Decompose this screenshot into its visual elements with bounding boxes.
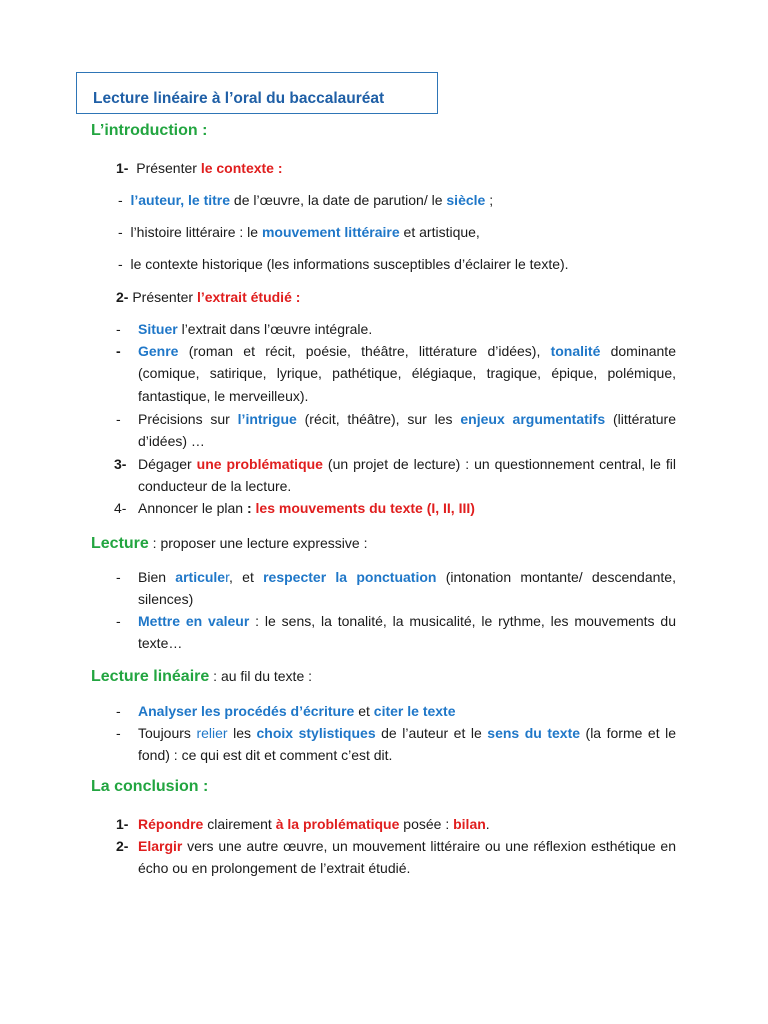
intro-step-1: 1- Présenter le contexte :	[116, 160, 283, 176]
list-marker: -	[116, 703, 121, 719]
intro-item-historical-context: - le contexte historique (les informations susceptibles d’éclairer le texte).	[118, 256, 569, 272]
lecture-heading-line: Lecture : proposer une lecture expressive :	[91, 535, 368, 552]
title-box	[76, 72, 438, 114]
list-marker: -	[116, 613, 121, 629]
intro-step-4: Annoncer le plan : les mouvements du texte (I, II, III)	[138, 500, 475, 516]
list-marker: -	[116, 343, 121, 359]
intro-step-2: 2- Présenter l’extrait étudié :	[116, 289, 301, 305]
conclusion-heading: La conclusion :	[91, 778, 209, 795]
lecture-item-emphasize: Mettre en valeur : le sens, la tonalité, la musicalité, le rythme, les mouvements du texte…	[138, 613, 676, 652]
lineaire-heading: Lecture linéaire	[91, 668, 210, 685]
conclusion-step-2: Elargir vers une autre œuvre, un mouvement littéraire ou une réflexion esthétique en écho ou en prolongement de l’extrait étudié.	[138, 838, 676, 877]
document-title: Lecture linéaire à l’oral du baccalauréat	[93, 90, 385, 107]
intro-item-literary-history: - l’histoire littéraire : le mouvement littéraire et artistique,	[118, 224, 480, 240]
intro-item-genre: Genre (roman et récit, poésie, théâtre, littérature d’idées), tonalité dominante (comique, satirique, lyrique, pathétique, élégiaque, tragique, épique, polémique, fantastique, le merveilleux).	[138, 343, 676, 404]
intro-item-situate: Situer l’extrait dans l’œuvre intégrale.	[138, 321, 373, 337]
lineaire-heading-line: Lecture linéaire : au fil du texte :	[91, 668, 313, 685]
list-marker: 2-	[116, 838, 129, 854]
lineaire-item-link: Toujours relier les choix stylistiques de l’auteur et le sens du texte (la forme et le fond) : ce qui est dit et comment c’est dit.	[138, 725, 676, 764]
list-marker: 1-	[116, 816, 129, 832]
list-marker: -	[116, 569, 121, 585]
list-marker: 3-	[114, 456, 127, 472]
intro-heading: L’introduction :	[91, 122, 208, 139]
lecture-item-articulate: Bien articuler, et respecter la ponctuation (intonation montante/ descendante, silences)	[138, 569, 676, 608]
intro-item-plot: Précisions sur l’intrigue (récit, théâtre), sur les enjeux argumentatifs (littérature d’idées) …	[138, 411, 676, 450]
conclusion-step-1: Répondre clairement à la problématique posée : bilan.	[138, 816, 490, 832]
list-marker: 4-	[114, 500, 127, 516]
lecture-heading: Lecture	[91, 535, 149, 552]
list-marker: -	[116, 411, 121, 427]
intro-step-3: Dégager une problématique (un projet de lecture) : un questionnement central, le fil conducteur de la lecture.	[138, 456, 676, 495]
list-marker: -	[116, 321, 121, 337]
intro-item-author: - l’auteur, le titre de l’œuvre, la date de parution/ le siècle ;	[118, 192, 494, 208]
list-marker: -	[116, 725, 121, 741]
lineaire-item-analyze: Analyser les procédés d’écriture et citer le texte	[138, 703, 456, 719]
